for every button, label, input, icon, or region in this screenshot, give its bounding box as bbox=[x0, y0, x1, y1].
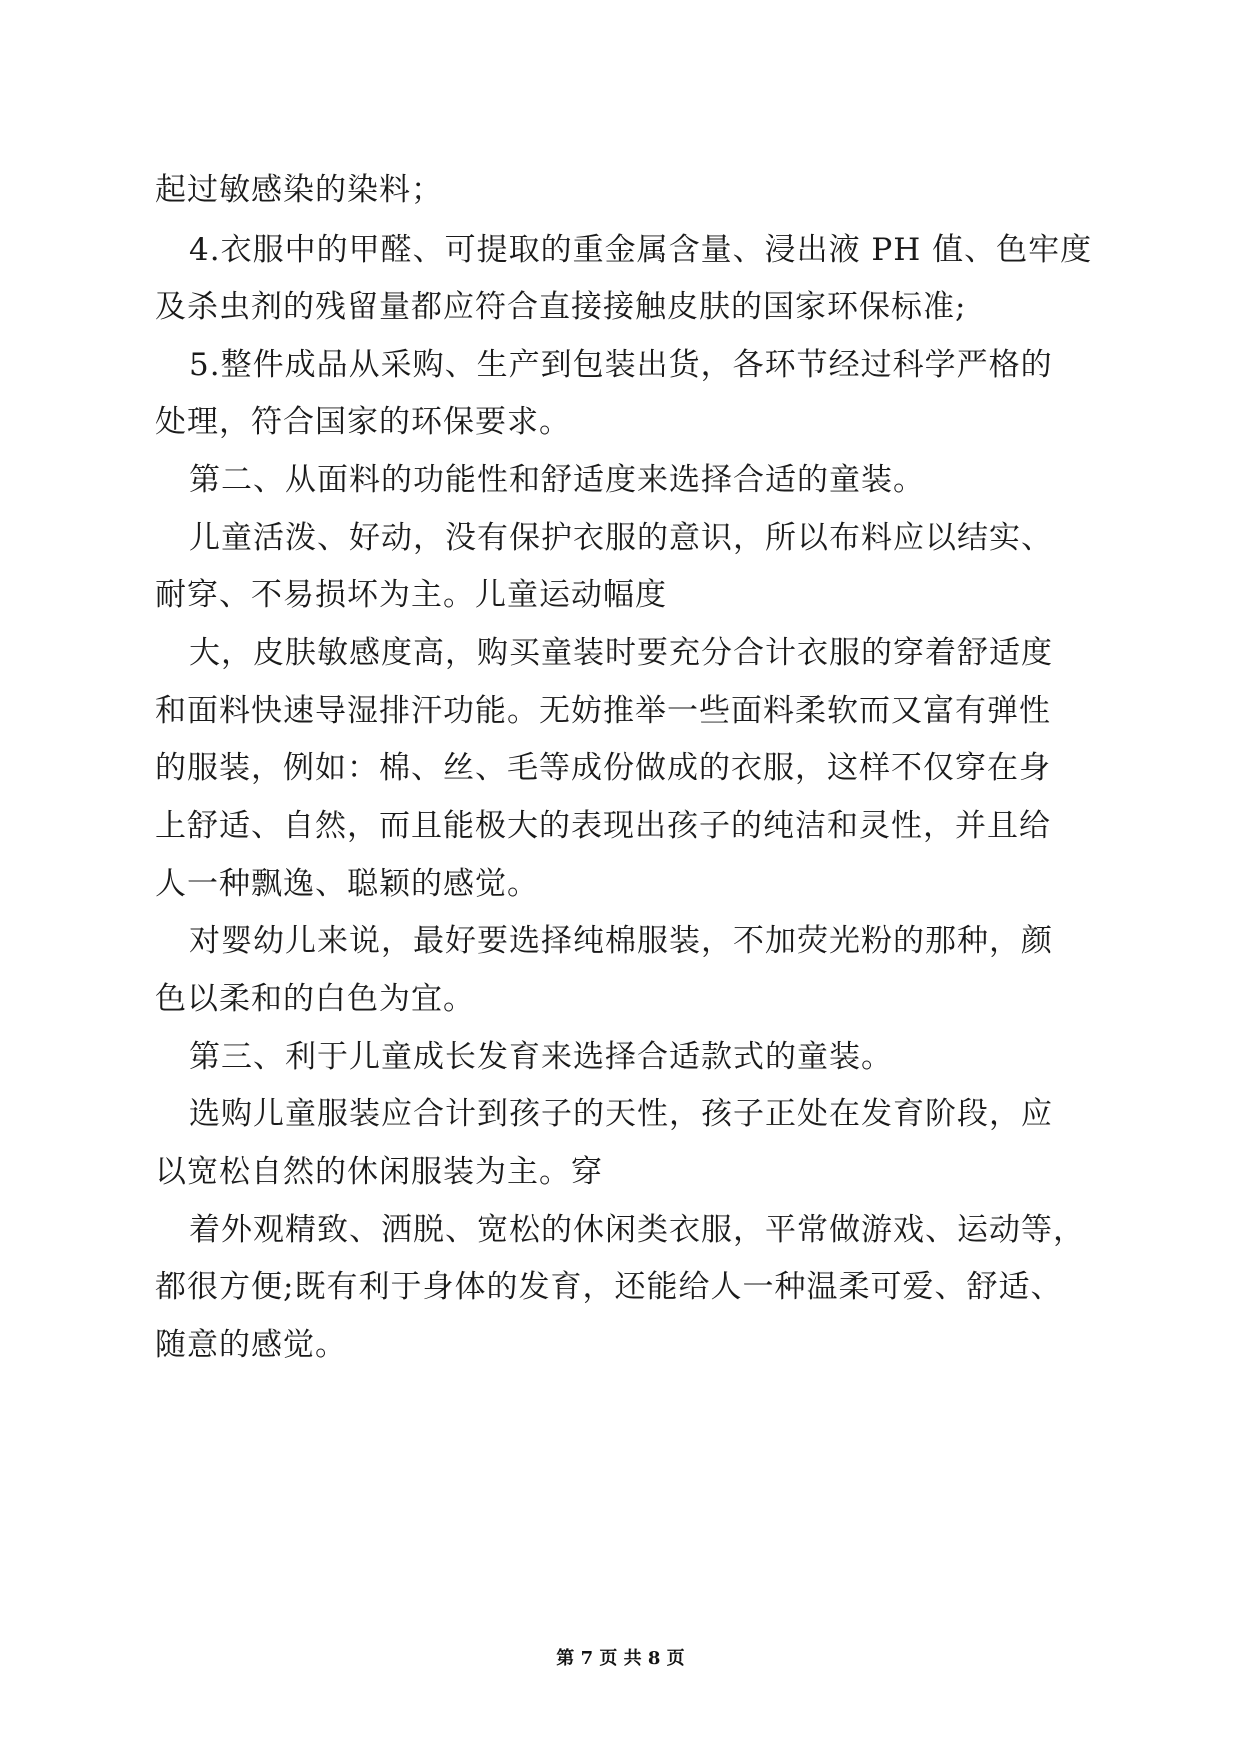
text-line: 及杀虫剂的残留量都应符合直接接触皮肤的国家环保标准; bbox=[155, 289, 967, 325]
text-line: 的服装，例如：棉、丝、毛等成份做成的衣服，这样不仅穿在身 bbox=[155, 750, 1051, 786]
text-line: 大，皮肤敏感度高，购买童装时要充分合计衣服的穿着舒适度 bbox=[189, 635, 1053, 671]
page-number-footer: 第 7 页 共 8 页 bbox=[556, 1648, 685, 1669]
text-line: 第二、从面料的功能性和舒适度来选择合适的童装。 bbox=[189, 462, 925, 498]
text-line: 着外观精致、洒脱、宽松的休闲类衣服，平常做游戏、运动等， bbox=[189, 1212, 1085, 1248]
text-line: 随意的感觉。 bbox=[155, 1327, 347, 1363]
text-line: 对婴幼儿来说，最好要选择纯棉服装，不加荧光粉的那种，颜 bbox=[189, 923, 1053, 959]
text-line: 4.衣服中的甲醛、可提取的重金属含量、浸出液 PH 值、色牢度 bbox=[189, 232, 1093, 268]
text-line: 人一种飘逸、聪颖的感觉。 bbox=[155, 866, 539, 902]
text-line: 以宽松自然的休闲服装为主。穿 bbox=[155, 1154, 603, 1190]
text-line: 耐穿、不易损坏为主。儿童运动幅度 bbox=[155, 577, 667, 613]
text-line: 和面料快速导湿排汗功能。无妨推举一些面料柔软而又富有弹性 bbox=[155, 693, 1051, 729]
text-line: 处理，符合国家的环保要求。 bbox=[155, 404, 571, 440]
text-line: 选购儿童服装应合计到孩子的天性，孩子正处在发育阶段，应 bbox=[189, 1096, 1053, 1132]
text-line: 5.整件成品从采购、生产到包装出货，各环节经过科学严格的 bbox=[189, 347, 1053, 383]
text-line: 上舒适、自然，而且能极大的表现出孩子的纯洁和灵性，并且给 bbox=[155, 808, 1051, 844]
text-line: 都很方便;既有利于身体的发育，还能给人一种温柔可爱、舒适、 bbox=[155, 1269, 1063, 1305]
text-line: 色以柔和的白色为宜。 bbox=[155, 981, 475, 1017]
text-line: 起过敏感染的染料； bbox=[155, 172, 443, 208]
text-line: 第三、利于儿童成长发育来选择合适款式的童装。 bbox=[189, 1039, 893, 1075]
text-line: 儿童活泼、好动，没有保护衣服的意识，所以布料应以结实、 bbox=[189, 520, 1053, 556]
